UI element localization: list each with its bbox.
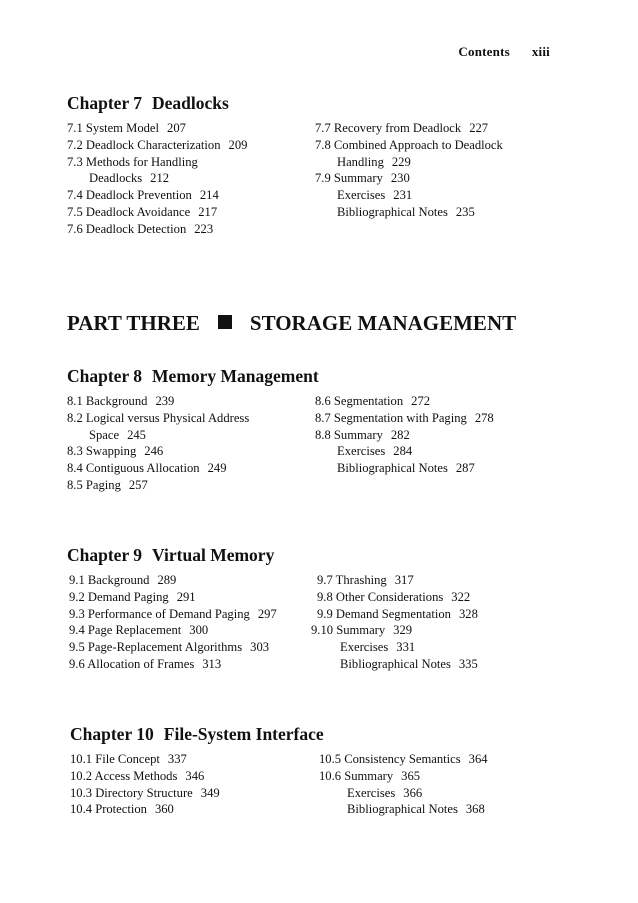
toc-entry-exercises[interactable]: Exercises 231 (337, 188, 413, 203)
toc-entry[interactable]: 9.6 Allocation of Frames 313 (69, 656, 222, 671)
toc-entry[interactable]: 9.5 Page-Replacement Algorithms 303 (69, 640, 270, 655)
chapter-10-label: Chapter 10 (70, 724, 154, 744)
chapter-9-label: Chapter 9 (67, 545, 143, 565)
square-bullet-icon (218, 315, 232, 329)
toc-entry-bibliography[interactable]: Bibliographical Notes 235 (337, 204, 475, 219)
toc-entry[interactable]: 9.4 Page Replacement 300 (69, 623, 209, 638)
chapter-9-title (67, 545, 567, 566)
toc-entry-exercises[interactable]: Exercises 366 (347, 785, 423, 800)
chapter-8-left-column (67, 393, 257, 494)
chapter-7-title (67, 93, 567, 114)
toc-entry[interactable]: 9.1 Background 289 (69, 573, 177, 587)
toc-entry[interactable]: 10.5 Consistency Semantics 364 (319, 752, 488, 766)
toc-entry-exercises[interactable]: Exercises 331 (340, 640, 416, 655)
toc-entry[interactable]: 8.6 Segmentation 272 (315, 394, 431, 408)
chapter-10-right-column (319, 751, 488, 818)
toc-entry-exercises[interactable]: Exercises 284 (337, 444, 413, 459)
toc-entry-continuation[interactable]: Deadlocks 212 (89, 171, 170, 186)
toc-entry[interactable]: 7.4 Deadlock Prevention 214 (67, 188, 219, 203)
toc-entry[interactable]: 9.9 Demand Segmentation 328 (317, 606, 478, 621)
chapter-10 (67, 724, 567, 817)
chapter-10-title (67, 724, 567, 745)
toc-entry[interactable]: 8.4 Contiguous Allocation 249 (67, 461, 227, 476)
toc-entry[interactable]: 7.9 Summary 230 (315, 171, 410, 186)
toc-entry[interactable]: 10.6 Summary 365 (319, 768, 421, 783)
chapter-7-right-column (315, 120, 511, 221)
chapter-9-right-column (311, 572, 478, 673)
chapter-7-name: Deadlocks (152, 93, 229, 113)
toc-entry-bibliography[interactable]: Bibliographical Notes 368 (347, 802, 485, 817)
toc-entry-continuation[interactable]: Space 245 (89, 427, 146, 442)
toc-entry-continuation[interactable]: Handling 229 (337, 154, 411, 169)
chapter-10-left-column (70, 751, 220, 818)
chapter-10-name: File-System Interface (163, 724, 324, 744)
toc-entry[interactable]: 8.5 Paging 257 (67, 477, 148, 492)
toc-entry[interactable]: 8.8 Summary 282 (315, 427, 410, 442)
chapter-8-right-column (315, 393, 494, 477)
running-header (458, 44, 550, 60)
toc-entry[interactable]: 10.4 Protection 360 (70, 802, 174, 817)
toc-entry[interactable]: 7.6 Deadlock Detection 223 (67, 221, 214, 236)
toc-entry-bibliography[interactable]: Bibliographical Notes 287 (337, 461, 475, 476)
toc-entry[interactable]: 7.3 Methods for Handling (67, 154, 198, 169)
chapter-8-title (67, 366, 567, 387)
header-section: Contents (458, 44, 510, 59)
toc-entry[interactable]: 10.1 File Concept 337 (70, 752, 187, 766)
toc-entry[interactable]: 10.3 Directory Structure 349 (70, 785, 220, 800)
toc-entry[interactable]: 8.3 Swapping 246 (67, 444, 164, 459)
toc-entry[interactable]: 7.5 Deadlock Avoidance 217 (67, 204, 218, 219)
chapter-9-left-column (69, 572, 277, 673)
toc-entry[interactable]: 7.2 Deadlock Characterization 209 (67, 137, 248, 152)
toc-entry[interactable]: 8.1 Background 239 (67, 394, 175, 408)
part-label: PART THREE (67, 311, 200, 335)
chapter-8 (67, 366, 567, 492)
toc-entry[interactable]: 9.7 Thrashing 317 (317, 573, 414, 587)
toc-entry[interactable]: 7.1 System Model 207 (67, 121, 186, 135)
toc-entry[interactable]: 8.2 Logical versus Physical Address (67, 410, 250, 425)
chapter-9-name: Virtual Memory (152, 545, 275, 565)
chapter-8-label: Chapter 8 (67, 366, 143, 386)
toc-entry[interactable]: 9.2 Demand Paging 291 (69, 589, 196, 604)
chapter-8-name: Memory Management (152, 366, 319, 386)
header-page-number: xiii (531, 44, 550, 59)
chapter-7 (67, 93, 567, 236)
toc-entry[interactable]: 10.2 Access Methods 346 (70, 768, 205, 783)
toc-entry[interactable]: 7.8 Combined Approach to Deadlock (315, 137, 503, 152)
toc-entry-bibliography[interactable]: Bibliographical Notes 335 (340, 656, 478, 671)
toc-entry[interactable]: 9.10 Summary 329 (311, 623, 413, 638)
chapter-7-left-column (67, 120, 247, 238)
chapter-7-label: Chapter 7 (67, 93, 143, 113)
toc-entry[interactable]: 9.3 Performance of Demand Paging 297 (69, 606, 277, 621)
toc-entry[interactable]: 9.8 Other Considerations 322 (317, 589, 471, 604)
toc-entry[interactable]: 8.7 Segmentation with Paging 278 (315, 410, 494, 425)
chapter-9 (67, 545, 567, 671)
toc-entry[interactable]: 7.7 Recovery from Deadlock 227 (315, 121, 489, 135)
part-title: STORAGE MANAGEMENT (249, 311, 517, 335)
part-heading (67, 311, 516, 336)
